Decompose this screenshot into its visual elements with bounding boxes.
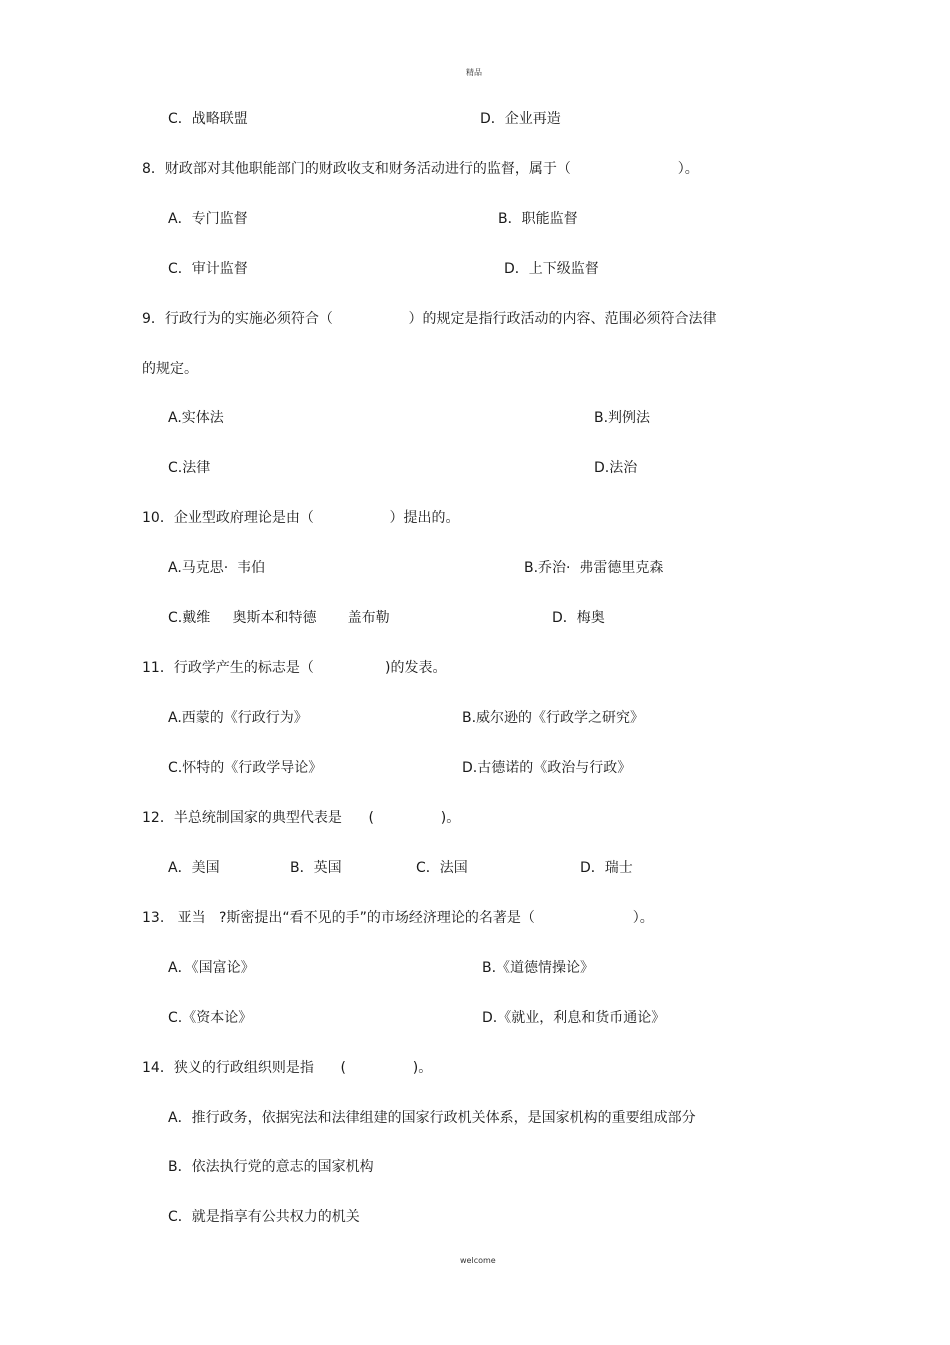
q13-option-c: C.《资本论》 bbox=[168, 1010, 253, 1026]
q11-option-c: C.怀特的《行政学导论》 bbox=[168, 760, 323, 776]
q12-option-c: C．法国 bbox=[416, 860, 468, 876]
q8-option-a: A．专门监督 bbox=[168, 211, 248, 227]
question-8: 8．财政部对其他职能部门的财政收支和财务活动进行的监督，属于（ ）。 bbox=[142, 161, 699, 177]
q9-option-d: D.法治 bbox=[594, 460, 638, 476]
q12-option-a: A．美国 bbox=[168, 860, 220, 876]
q14-option-a: A．推行政务，依据宪法和法律组建的国家行政机关体系，是国家机构的重要组成部分 bbox=[168, 1110, 696, 1126]
q10-option-a: A.马克思· 韦伯 bbox=[168, 560, 266, 576]
question-11: 11．行政学产生的标志是（ )的发表。 bbox=[142, 660, 447, 676]
q8-option-c: C．审计监督 bbox=[168, 261, 248, 277]
q8-option-b: B．职能监督 bbox=[498, 211, 578, 227]
page-footer: welcome bbox=[460, 1256, 496, 1265]
q10-option-b: B.乔治· 弗雷德里克森 bbox=[524, 560, 664, 576]
q9-option-a: A.实体法 bbox=[168, 410, 224, 426]
q14-option-b: B．依法执行党的意志的国家机构 bbox=[168, 1159, 374, 1175]
q13-option-a: A．《国富论》 bbox=[168, 960, 255, 976]
q10-option-d: D．梅奥 bbox=[552, 610, 605, 626]
q11-option-b: B.威尔逊的《行政学之研究》 bbox=[462, 710, 645, 726]
page-header: 精品 bbox=[466, 68, 482, 77]
q11-option-d: D.古德诺的《政治与行政》 bbox=[462, 760, 632, 776]
q7-option-d: D．企业再造 bbox=[480, 111, 561, 127]
question-13: 13. 亚当 ?斯密提出“看不见的手”的市场经济理论的名著是（ ）。 bbox=[142, 910, 654, 926]
question-14: 14．狭义的行政组织则是指 ( )。 bbox=[142, 1060, 433, 1076]
q9-option-b: B.判例法 bbox=[594, 410, 651, 426]
q13-option-d: D.《就业，利息和货币通论》 bbox=[482, 1010, 666, 1026]
question-9-continued: 的规定。 bbox=[142, 361, 198, 377]
q9-option-c: C.法律 bbox=[168, 460, 211, 476]
q13-option-b: B.《道德情操论》 bbox=[482, 960, 595, 976]
question-10: 10．企业型政府理论是由（ ）提出的。 bbox=[142, 510, 460, 526]
question-9: 9．行政行为的实施必须符合（ ）的规定是指行政活动的内容、范围必须符合法律 bbox=[142, 311, 717, 327]
q10-option-c: C.戴维 奥斯本和特德 盖布勒 bbox=[168, 610, 390, 626]
q11-option-a: A.西蒙的《行政行为》 bbox=[168, 710, 308, 726]
q14-option-c: C．就是指享有公共权力的机关 bbox=[168, 1209, 360, 1225]
question-12: 12．半总统制国家的典型代表是 ( )。 bbox=[142, 810, 461, 826]
q7-option-c: C．战略联盟 bbox=[168, 111, 248, 127]
q12-option-d: D．瑞士 bbox=[580, 860, 633, 876]
q12-option-b: B．英国 bbox=[290, 860, 342, 876]
q8-option-d: D．上下级监督 bbox=[504, 261, 599, 277]
